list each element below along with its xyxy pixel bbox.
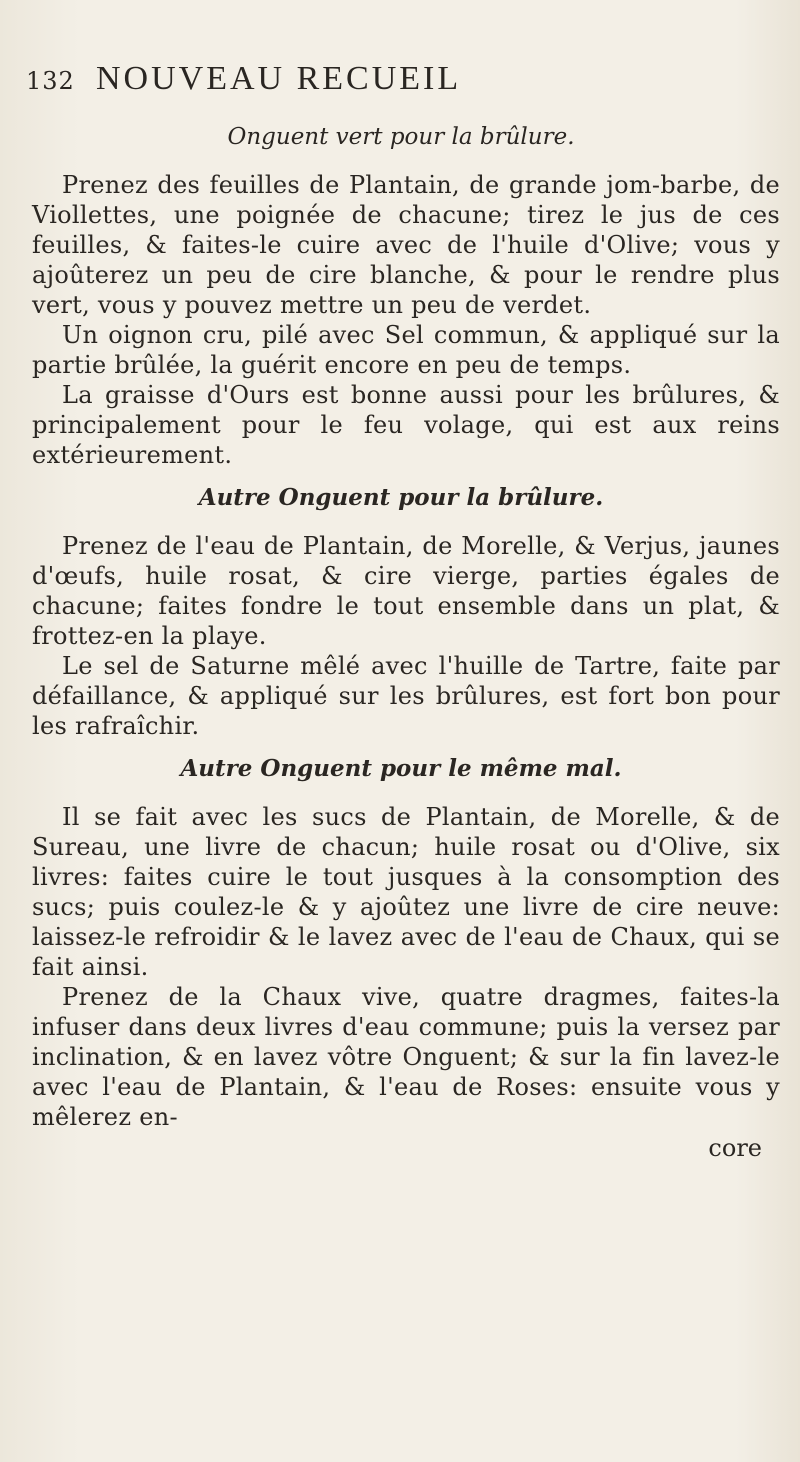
section-title: Autre Onguent pour le même mal.: [180, 755, 622, 782]
page-number: 132: [26, 67, 75, 95]
paragraph: Prenez de l'eau de Plantain, de Morelle, & Verjus, jaunes d'œufs, huile rosat, & cire vierge, parties égales de chacune; faites fondre le tout ensemble dans un plat, & frottez-en la playe.: [32, 532, 780, 650]
paragraph: Prenez des feuilles de Plantain, de grande jom-barbe, de Viollettes, une poignée de chacune; tirez le jus de ces feuilles, & faites-le cuire avec de l'huile d'Olive; vous y ajoûterez un peu de cire blanche, & pour le rendre plus vert, vous y pouvez mettre un peu de verdet.: [32, 171, 780, 319]
section-title: Onguent vert pour la brûlure.: [227, 124, 575, 150]
paragraph: La graisse d'Ours est bonne aussi pour les brûlures, & principalement pour le feu volage, qui est aux reins extérieurement.: [32, 381, 780, 469]
running-title: NOUVEAU RECUEIL: [96, 60, 462, 97]
section-meme-mal: [22, 755, 780, 1132]
section-title: Autre Onguent pour la brûlure.: [198, 484, 604, 511]
section-autre-onguent: [22, 484, 780, 741]
paragraph: Le sel de Saturne mêlé avec l'huille de Tartre, faite par défaillance, & appliqué sur les brûlures, est fort bon pour les rafraîchir.: [32, 652, 780, 740]
paragraph: Il se fait avec les sucs de Plantain, de Morelle, & de Sureau, une livre de chacun; huile rosat ou d'Olive, six livres: faites cuire le tout jusques à la consomption des sucs; puis coulez-le & y ajoûtez une livre de cire neuve: laissez-le refroidir & le lavez avec de l'eau de Chaux, qui se fait ainsi.: [32, 803, 780, 981]
page-header: [26, 60, 780, 110]
paragraph: Un oignon cru, pilé avec Sel commun, & appliqué sur la partie brûlée, la guérit encore en peu de temps.: [32, 321, 780, 379]
catchword: core: [708, 1134, 762, 1162]
paragraph: Prenez de la Chaux vive, quatre dragmes, faites-la infuser dans deux livres d'eau commune; puis la versez par inclination, & en lavez vôtre Onguent; & sur la fin lavez-le avec l'eau de Plantain, & l'eau de Roses: ensuite vous y mêlerez en-: [32, 983, 780, 1131]
section-onguent-vert: [22, 124, 780, 470]
